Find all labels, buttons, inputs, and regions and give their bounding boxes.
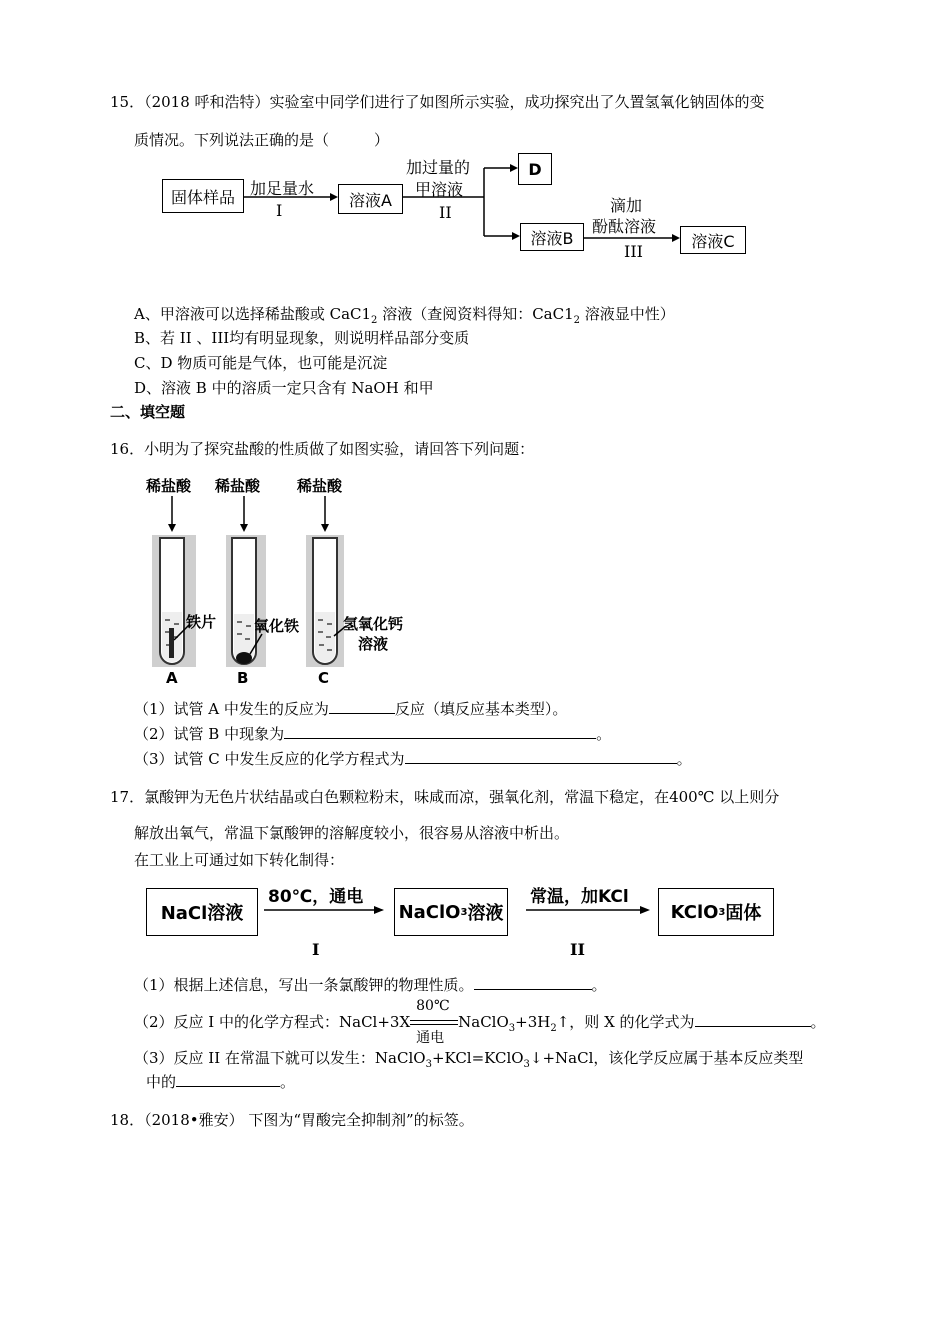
q16-part3: （3）试管 C 中发生反应的化学方程式为 。 [134, 750, 692, 768]
q17-box-kclo3: KClO 3 固体 [658, 888, 774, 936]
q15-option-c: C、D 物质可能是气体，也可能是沉淀 [134, 354, 388, 372]
tube-b-label: B [237, 669, 249, 687]
q17-arrow2-label: 常温，加KCl [530, 887, 629, 907]
flow-box-d: D [518, 153, 552, 185]
tube-a-material: 铁片 [186, 613, 217, 631]
condition-top: 80℃ [416, 998, 450, 1014]
flow-box-solution-c: 溶液C [680, 226, 746, 254]
q16-stem: 16．小明为了探究盐酸的性质做了如图实验，请回答下列问题： [110, 440, 535, 458]
q15-stem-line2: 质情况。下列说法正确的是（ ） [134, 131, 390, 149]
tube-a-label: A [166, 669, 178, 687]
tube-a-acid-label: 稀盐酸 [146, 477, 192, 495]
answer-blank[interactable] [176, 1072, 280, 1087]
flow-step3-num: III [624, 242, 643, 261]
flow-step3-label-b: 酚酞溶液 [592, 217, 657, 236]
flow-step2-num: II [439, 203, 452, 222]
q17-arrow2-num: II [570, 940, 585, 959]
q15-option-a: A、甲溶液可以选择稀盐酸或 $CaC1_2$ 溶液（查阅资料得知：$CaC1_2$ 溶液显中性） [134, 305, 675, 326]
flow-step1-num: I [276, 201, 283, 220]
flow-step2-label-b: 甲溶液 [415, 180, 464, 199]
q17-stem-line1: 17．氯酸钾为无色片状结晶或白色颗粒粉末，味咸而凉，强氧化剂，常温下稳定，在400℃ 以上则分 [110, 788, 780, 806]
q17-stem-line2: 解放出氧气，常温下氯酸钾的溶解度较小，很容易从溶液中析出。 [134, 824, 570, 842]
answer-blank[interactable] [474, 975, 592, 990]
q15-stem-line1: 15．（2018 呼和浩特）实验室中同学们进行了如图所示实验，成功探究出了久置氢氧化钠固体的变 [110, 93, 765, 111]
q18-stem: 18．（2018•雅安） 下图为“胃酸完全抑制剂”的标签。 [110, 1111, 474, 1129]
tube-c-material-a: 氢氧化钙 [343, 615, 404, 633]
tube-c-label: C [318, 669, 330, 687]
flow-step2-label-a: 加过量的 [406, 158, 471, 177]
tube-b-acid-label: 稀盐酸 [215, 477, 261, 495]
answer-blank[interactable] [695, 1012, 811, 1027]
condition-bottom: 通电 [416, 1030, 445, 1046]
q17-part1: （1）根据上述信息，写出一条氯酸钾的物理性质。 。 [134, 976, 607, 994]
q17-arrow1-label: 80℃，通电 [268, 887, 364, 907]
flow-box-solid-sample: 固体样品 [162, 179, 244, 213]
q17-box-nacl: NaCl溶液 [146, 888, 258, 936]
tube-c-acid-label: 稀盐酸 [297, 477, 343, 495]
q17-box-naclo3: NaClO 3 溶液 [394, 888, 508, 936]
q17-part3-cont: 中的 。 [146, 1073, 296, 1091]
q17-arrow1-num: I [312, 940, 320, 959]
equals-line [410, 1020, 458, 1021]
q16-part1: （1）试管 A 中发生的反应为 反应（填反应基本类型）。 [134, 700, 568, 718]
equals-line [410, 1024, 458, 1025]
flow-step1-label: 加足量水 [250, 179, 315, 198]
q17-stem-line3: 在工业上可通过如下转化制得： [134, 851, 345, 869]
tube-b-material: 氧化铁 [254, 617, 300, 635]
tube-c-material-b: 溶液 [358, 635, 389, 653]
flow-step3-label-a: 滴加 [610, 196, 643, 215]
q17-part3: （3）反应 II 在常温下就可以发生：NaClO$_3$+KCl=KClO$_3$↓+NaCl，该化学反应属于基本反应类型 [134, 1049, 804, 1070]
q15-option-d: D、溶液 B 中的溶质一定只含有 NaOH 和甲 [134, 379, 434, 397]
flow-box-solution-a: 溶液A [338, 184, 403, 214]
q15-option-b: B、若 II 、III均有明显现象，则说明样品部分变质 [134, 329, 470, 347]
q17-part2: （2）反应 I 中的化学方程式：NaCl+3X 80℃ 通电 $NaClO_3+3H_2↑$，则 X 的化学式为 。 [134, 998, 826, 1046]
flow-box-solution-b: 溶液B [520, 223, 584, 251]
q16-part2: （2）试管 B 中现象为 。 [134, 725, 612, 743]
section-title-fill-blank: 二、填空题 [110, 403, 186, 421]
